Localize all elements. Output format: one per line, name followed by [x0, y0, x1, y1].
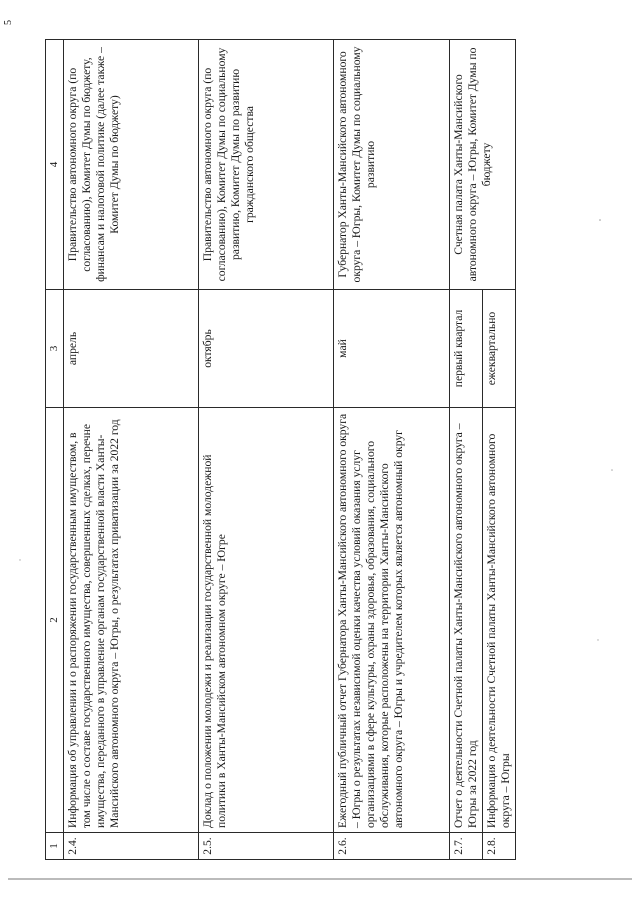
plan-table: [45, 39, 516, 860]
row-term: апрель: [64, 290, 199, 408]
column-header-1: 1: [46, 833, 64, 860]
table-row: [64, 40, 199, 860]
row-number: 2.7.: [450, 833, 483, 860]
column-header-2: 2: [46, 408, 64, 833]
row-text: Отчет о деятельности Счетной палаты Ханты-Мансийского автономного округа – Югры за 2022 год: [450, 408, 483, 833]
row-term: октябрь: [199, 290, 334, 408]
row-responsible: Правительство автономного округа (по согласованию), Комитет Думы по бюджету, финансам и налоговой политике (далее также – Комитет Думы по бюджету): [64, 40, 199, 290]
column-header-3: 3: [46, 290, 64, 408]
row-number: 2.4.: [64, 833, 199, 860]
row-text: Информация об управлении и о распоряжении государственным имуществом, в том числе о составе государственного имущества, совершенных сделках, перечне имущества, переданного в управление органам государственной власти Ханты-Мансийского автономного округа – Югры, о результатах приватизации за 2022 год: [64, 408, 199, 833]
row-responsible: Правительство автономного округа (по согласованию), Комитет Думы по социальному развитию, Комитет Думы по развитию гражданского общества: [199, 40, 334, 290]
table-row: [199, 40, 334, 860]
row-text: Информация о деятельности Счетной палаты Ханты-Мансийского автономного округа – Югры: [483, 408, 516, 833]
row-number: 2.5.: [199, 833, 334, 860]
row-term: ежеквартально: [483, 290, 516, 408]
row-responsible-merged: Счетная палата Ханты-Мансийского автономного округа – Югры, Комитет Думы по бюджету: [450, 40, 516, 290]
row-term: май: [334, 290, 450, 408]
row-number: 2.6.: [334, 833, 450, 860]
page-number: 5: [3, 20, 14, 25]
row-text: Доклад о положении молодежи и реализации государственной молодежной политики в Ханты-Мансийском автономном округе – Югре: [199, 408, 334, 833]
row-responsible: Губернатор Ханты-Мансийского автономного округа – Югры, Комитет Думы по социальному развитию: [334, 40, 450, 290]
header-row: [46, 40, 64, 860]
row-number: 2.8.: [483, 833, 516, 860]
row-text: Ежегодный публичный отчет Губернатора Ханты-Мансийского автономного округа – Югры о результатах независимой оценки качества условий оказания услуг организациями в сфере культуры, охраны здоровья, образования, социального обслуживания, которые расположены на территории Ханты-Мансийского автономного округа – Югры и учредителем которых является автономный округ: [334, 408, 450, 833]
table-row: [450, 40, 483, 860]
rotated-table-wrapper: [45, 40, 512, 860]
column-header-4: 4: [46, 40, 64, 290]
table-row: [334, 40, 450, 860]
row-term: первый квартал: [450, 290, 483, 408]
